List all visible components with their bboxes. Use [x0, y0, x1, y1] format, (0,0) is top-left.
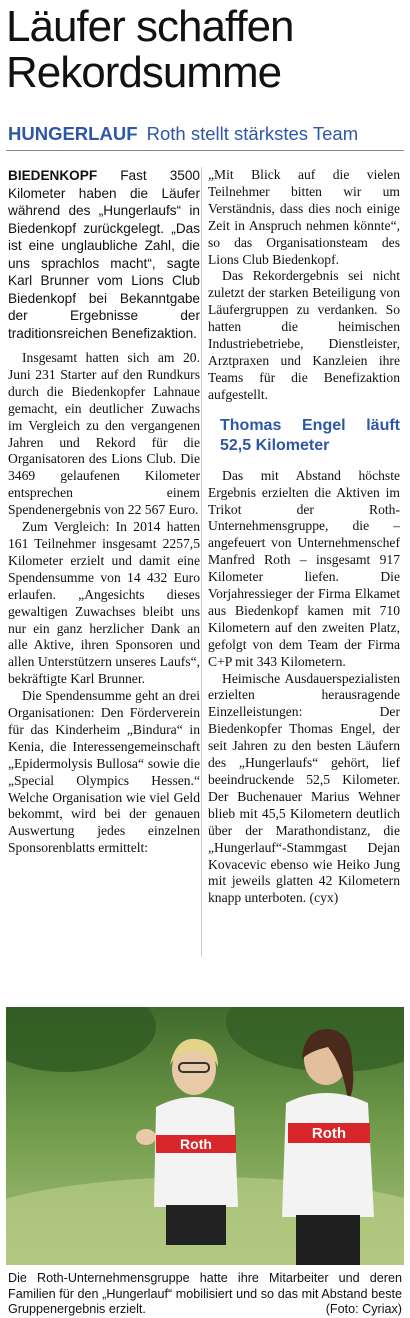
shirt-logo-left: Roth: [180, 1136, 212, 1152]
column-divider: [201, 167, 202, 957]
shirt-logo-right: Roth: [311, 1125, 347, 1142]
body-paragraph-3: Die Spendensumme geht an drei Organisationen: Den Förderverein für das Kinderheim „Bindura“ in Kenia, die Interessengemeinschaft „Epidermolysis Bullosa“ sowie die „Special Olympics Hessen.“ Welche Organisation wie viel Geld bekommt, wird bei der genauen Auswertung jedes einzelnen Sponsorenblatts ermittelt:: [8, 688, 200, 856]
body-paragraph-2: Zum Vergleich: In 2014 hatten 161 Teilnehmer insgesamt 2257,5 Kilometer erzielt und damit eine Spendensumme von 14 432 Euro erlaufen. „Angesichts dieses gewaltigen Zuwachses bleibt uns nur ein ganz herzlicher Dank an alle Aktive, ihren Sponsoren und allen Unterstützern unseres Laufs“, bekräftigte Karl Brunner.: [8, 519, 200, 687]
caption-text: Die Roth-Unternehmensgruppe hatte ihre Mitarbeiter und deren Familien für den „Hungerlauf“ mobilisiert und so das mit Abstand beste Gruppenergebnis erzielt.: [8, 1271, 402, 1316]
runners-photo-illustration: [6, 1007, 404, 1265]
dateline: BIEDENKOPF: [8, 168, 98, 183]
article-column-left: [8, 167, 200, 857]
body-paragraph-6: Das mit Abstand höchste Ergebnis erzielten die Aktiven im Trikot der Roth-Unternehmensgruppe, die – angefeuert von Unternehmenschef Manfred Roth – insgesamt 917 Kilometer liefen. Die Vorjahressieger der Firma Elkamet aus Biedenkopf kamen mit 710 Kilometern auf den zweiten Platz, gefolgt von dem Team der Firma C+P mit 343 Kilometern.: [208, 467, 400, 669]
lead-paragraph: [8, 167, 200, 342]
article-column-right: [208, 167, 400, 907]
rubric-deck: Roth stellt stärkstes Team: [146, 123, 359, 144]
rubric: [8, 123, 408, 145]
body-paragraph-7: Heimische Ausdauerspezialisten erzielten herausragende Einzelleistungen: Der Biedenkopfer Thomas Engel, der seit Jahren zu den besten Läufern des „Hungerlaufs“ gehört, lief beeindruckende 52,5 Kilometer. Der Buchenauer Marius Wehner blieb mit 45,5 Kilometern deutlich über der Marathondistanz, die „Hungerlauf“-Stammgast Dejan Kovacevic ebenso wie Heiko Jung mit jeweils glatten 42 Kilometern knapp unterboten. (cyx): [208, 670, 400, 906]
headline: Läufer schaffen Rekordsumme: [6, 2, 294, 97]
subheading: Thomas Engel läuft 52,5 Kilometer: [220, 416, 400, 454]
photo-credit: (Foto: Cyriax): [325, 1302, 402, 1316]
lead-text: Fast 3500 Kilometer haben die Läufer während des „Hungerlaufs“ in Biedenkopf zurückgelegt. „Das ist eine unglaubliche Zahl, die uns sprachlos macht“, sagte Karl Brunner vom Lions Club Biedenkopf bei Bekanntgabe der Ergebnisse der traditionsreichen Benefizaktion.: [8, 168, 200, 341]
body-paragraph-1: Insgesamt hatten sich am 20. Juni 231 Starter auf den Rundkurs durch die Biedenkopfer Lahnaue gemacht, ein deutlicher Zuwachs im Vergleich zu den vergangenen Jahren und Rekord für die Organisatoren des Lions Club. Die 3469 gelaufenen Kilometer entsprechen einem Spendenergebnis von 22 567 Euro.: [8, 350, 200, 518]
article-photo: [6, 1007, 404, 1265]
rubric-kicker: HUNGERLAUF: [8, 123, 138, 144]
body-paragraph-5: Das Rekordergebnis sei nicht zuletzt der starken Beteiligung von Läufergruppen zu verdanken. So hatten die heimischen Industriebetriebe, Dienstleister, Arztpraxen und Kanzleien ihre Teams für die Benefizaktion aufgestellt.: [208, 268, 400, 402]
body-paragraph-4: „Mit Blick auf die vielen Teilnehmer bitten wir um Verständnis, dass dies noch einige Zeit in Anspruch nehmen könnte“, so das Organisationsteam des Lions Club Biedenkopf.: [208, 167, 400, 267]
rubric-rule: [6, 150, 404, 151]
